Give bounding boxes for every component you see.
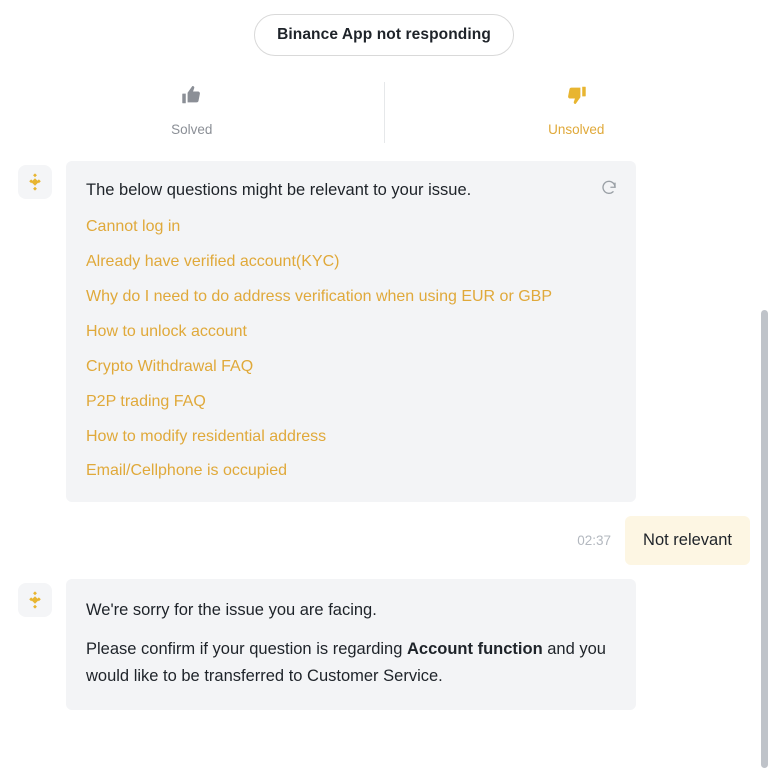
feedback-unsolved-button[interactable] xyxy=(385,78,768,147)
suggestions-title: The below questions might be relevant to your issue. xyxy=(86,181,472,199)
binance-logo-icon xyxy=(18,165,52,199)
agent-message-bubble xyxy=(66,579,636,709)
feedback-bar xyxy=(0,78,768,147)
thumbs-up-icon xyxy=(181,84,203,110)
list-item[interactable]: Cannot log in xyxy=(86,218,181,236)
feedback-solved-label: Solved xyxy=(171,122,213,137)
thumbs-down-icon xyxy=(565,84,587,110)
feedback-unsolved-label: Unsolved xyxy=(548,122,605,137)
feedback-solved-button[interactable] xyxy=(0,78,384,147)
agent-line2-suffix: and you would like to be transferred to Customer Service. xyxy=(86,640,606,685)
agent-line2-prefix: Please confirm if your question is regarding xyxy=(86,640,407,659)
suggestions-list xyxy=(86,216,616,482)
refresh-icon[interactable] xyxy=(598,177,620,199)
user-message-bubble: Not relevant xyxy=(625,516,750,565)
binance-logo-icon xyxy=(18,583,52,617)
agent-message-line2 xyxy=(86,636,616,689)
list-item[interactable]: How to modify residential address xyxy=(86,427,327,445)
message-timestamp: 02:37 xyxy=(577,533,612,549)
list-item[interactable]: Why do I need to do address verification when using EUR or GBP xyxy=(86,287,553,305)
list-item[interactable]: P2P trading FAQ xyxy=(86,392,206,410)
message-row-agent xyxy=(0,579,768,709)
agent-message-line1: We're sorry for the issue you are facing. xyxy=(86,601,377,620)
message-row-suggestions xyxy=(0,161,768,502)
list-item[interactable]: Already have verified account(KYC) xyxy=(86,253,340,270)
list-item[interactable]: How to unlock account xyxy=(86,322,247,340)
message-row-user xyxy=(0,516,768,565)
topic-pill-row xyxy=(0,0,768,56)
suggestions-bubble xyxy=(66,161,636,502)
scrollbar-thumb[interactable] xyxy=(761,310,768,768)
list-item[interactable]: Email/Cellphone is occupied xyxy=(86,462,287,480)
list-item[interactable]: Crypto Withdrawal FAQ xyxy=(86,357,254,375)
topic-pill[interactable]: Binance App not responding xyxy=(254,14,514,56)
agent-line2-bold: Account function xyxy=(407,640,543,659)
